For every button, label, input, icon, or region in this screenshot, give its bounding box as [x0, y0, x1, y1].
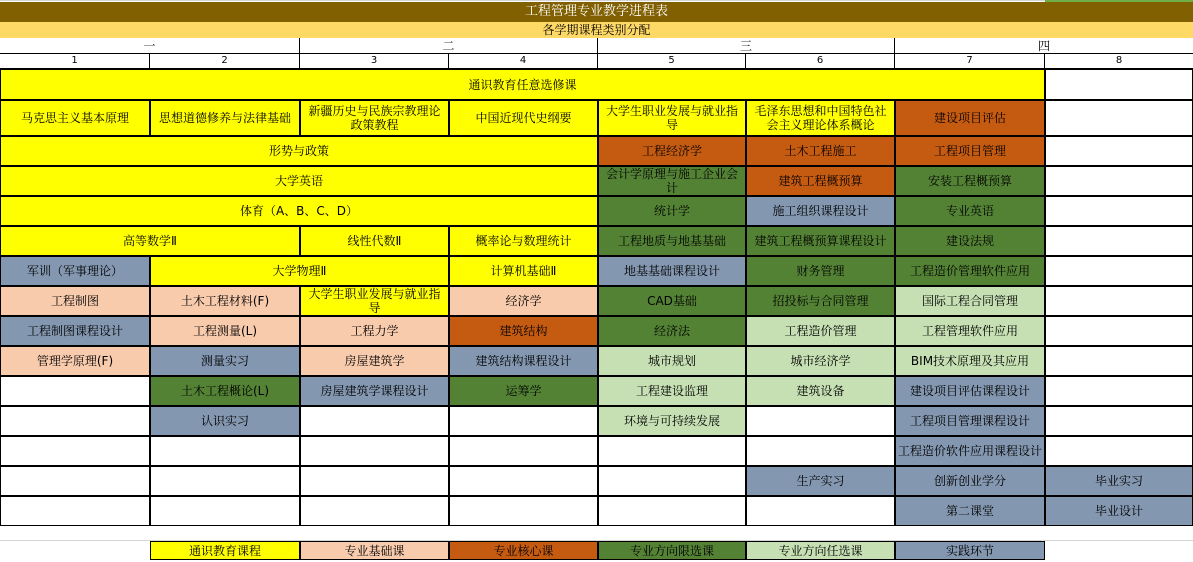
legend-optional-elective: 专业方向任选课: [746, 541, 895, 560]
empty-cell: [0, 406, 150, 436]
course-cell: 国际工程合同管理: [895, 286, 1045, 316]
course-cell: 计算机基础Ⅱ: [449, 256, 598, 286]
course-cell: 形势与政策: [0, 136, 598, 166]
course-cell: 统计学: [598, 196, 746, 226]
course-cell: 工程地质与地基基础: [598, 226, 746, 256]
course-cell: 第二课堂: [895, 496, 1045, 526]
course-cell: 军训（军事理论）: [0, 256, 150, 286]
course-cell: 安装工程概预算: [895, 166, 1045, 196]
empty-cell: [1045, 436, 1193, 466]
course-cell: 经济学: [449, 286, 598, 316]
empty-cell: [300, 406, 449, 436]
empty-cell: [746, 406, 895, 436]
course-cell: 工程测量(L): [150, 316, 300, 346]
course-cell: 运筹学: [449, 376, 598, 406]
course-cell: 创新创业学分: [895, 466, 1045, 496]
course-cell: 土木工程施工: [746, 136, 895, 166]
course-cell: 工程建设监理: [598, 376, 746, 406]
empty-cell: [1045, 256, 1193, 286]
empty-cell: [598, 496, 746, 526]
sheet-title: 工程管理专业教学进程表: [0, 2, 1193, 22]
course-cell: 通识教育任意选修课: [0, 69, 1045, 100]
course-cell: 工程管理软件应用: [895, 316, 1045, 346]
course-cell: 工程项目管理: [895, 136, 1045, 166]
semester-header-3: 3: [300, 54, 449, 69]
empty-cell: [150, 436, 300, 466]
empty-cell: [1045, 100, 1193, 136]
empty-cell: [150, 466, 300, 496]
course-cell: 工程造价管理软件应用: [895, 256, 1045, 286]
course-cell: 毛泽东思想和中国特色社会主义理论体系概论: [746, 100, 895, 136]
sheet-subtitle: 各学期课程类别分配: [0, 22, 1193, 38]
course-cell: 工程制图课程设计: [0, 316, 150, 346]
year-header-1: 一: [0, 38, 300, 54]
empty-cell: [1045, 196, 1193, 226]
course-cell: 体育（A、B、C、D）: [0, 196, 598, 226]
course-cell: 认识实习: [150, 406, 300, 436]
course-cell: 概率论与数理统计: [449, 226, 598, 256]
course-cell: 施工组织课程设计: [746, 196, 895, 226]
semester-header-2: 2: [150, 54, 300, 69]
course-cell: 环境与可持续发展: [598, 406, 746, 436]
course-cell: 建设法规: [895, 226, 1045, 256]
empty-cell: [300, 436, 449, 466]
empty-cell: [0, 466, 150, 496]
course-cell: 地基基础课程设计: [598, 256, 746, 286]
course-cell: 建筑结构课程设计: [449, 346, 598, 376]
legend-practice: 实践环节: [895, 541, 1045, 560]
legend-restricted-elective: 专业方向限选课: [598, 541, 746, 560]
course-cell: 高等数学Ⅱ: [0, 226, 300, 256]
course-cell: 建筑工程概预算课程设计: [746, 226, 895, 256]
course-cell: 土木工程概论(L): [150, 376, 300, 406]
empty-cell: [746, 436, 895, 466]
course-cell: 马克思主义基本原理: [0, 100, 150, 136]
course-cell: 毕业实习: [1045, 466, 1193, 496]
empty-cell: [598, 466, 746, 496]
course-cell: 城市规划: [598, 346, 746, 376]
course-cell: 毕业设计: [1045, 496, 1193, 526]
course-cell: 测量实习: [150, 346, 300, 376]
course-cell: 土木工程材料(F): [150, 286, 300, 316]
empty-cell: [1045, 406, 1193, 436]
course-cell: 专业英语: [895, 196, 1045, 226]
year-header-2: 二: [300, 38, 598, 54]
course-cell: 建筑设备: [746, 376, 895, 406]
legend-professional-core: 专业核心课: [449, 541, 598, 560]
semester-header-5: 5: [598, 54, 746, 69]
course-cell: 招投标与合同管理: [746, 286, 895, 316]
course-cell: 思想道德修养与法律基础: [150, 100, 300, 136]
course-cell: BIM技术原理及其应用: [895, 346, 1045, 376]
course-cell: 财务管理: [746, 256, 895, 286]
legend-professional-foundation: 专业基础课: [300, 541, 449, 560]
empty-cell: [0, 376, 150, 406]
course-cell: 房屋建筑学: [300, 346, 449, 376]
empty-cell: [449, 466, 598, 496]
course-cell: 线性代数Ⅱ: [300, 226, 449, 256]
empty-cell: [449, 436, 598, 466]
course-cell: 经济法: [598, 316, 746, 346]
course-cell: 工程造价软件应用课程设计: [895, 436, 1045, 466]
empty-cell: [1045, 376, 1193, 406]
empty-cell: [1045, 69, 1193, 100]
corner-fill: [1045, 0, 1193, 2]
empty-cell: [150, 496, 300, 526]
gridline: [0, 0, 1193, 1]
course-cell: 城市经济学: [746, 346, 895, 376]
empty-cell: [1045, 316, 1193, 346]
semester-header-4: 4: [449, 54, 598, 69]
spacer-row: [0, 526, 1193, 541]
course-cell: 会计学原理与施工企业会计: [598, 166, 746, 196]
semester-header-6: 6: [746, 54, 895, 69]
empty-cell: [1045, 346, 1193, 376]
course-cell: 建筑工程概预算: [746, 166, 895, 196]
empty-cell: [300, 466, 449, 496]
semester-header-8: 8: [1045, 54, 1193, 69]
course-cell: 工程制图: [0, 286, 150, 316]
course-cell: 建设项目评估: [895, 100, 1045, 136]
empty-cell: [449, 406, 598, 436]
year-header-3: 三: [598, 38, 895, 54]
legend-general-education: 通识教育课程: [150, 541, 300, 560]
course-cell: 工程项目管理课程设计: [895, 406, 1045, 436]
legend-blank: [1045, 541, 1193, 560]
legend-blank: [0, 541, 150, 560]
empty-cell: [0, 436, 150, 466]
course-cell: 大学英语: [0, 166, 598, 196]
course-cell: 房屋建筑学课程设计: [300, 376, 449, 406]
course-cell: 生产实习: [746, 466, 895, 496]
course-cell: CAD基础: [598, 286, 746, 316]
course-cell: 建设项目评估课程设计: [895, 376, 1045, 406]
course-cell: 新疆历史与民族宗教理论政策教程: [300, 100, 449, 136]
empty-cell: [1045, 136, 1193, 166]
empty-cell: [449, 496, 598, 526]
course-cell: 工程经济学: [598, 136, 746, 166]
empty-cell: [0, 496, 150, 526]
course-cell: 大学生职业发展与就业指导: [300, 286, 449, 316]
empty-cell: [598, 436, 746, 466]
empty-cell: [1045, 226, 1193, 256]
course-cell: 大学生职业发展与就业指导: [598, 100, 746, 136]
course-cell: 工程造价管理: [746, 316, 895, 346]
empty-cell: [1045, 286, 1193, 316]
course-cell: 中国近现代史纲要: [449, 100, 598, 136]
semester-header-7: 7: [895, 54, 1045, 69]
course-cell: 建筑结构: [449, 316, 598, 346]
course-cell: 管理学原理(F): [0, 346, 150, 376]
empty-cell: [300, 496, 449, 526]
course-cell: 大学物理Ⅱ: [150, 256, 449, 286]
course-cell: 工程力学: [300, 316, 449, 346]
semester-header-1: 1: [0, 54, 150, 69]
empty-cell: [746, 496, 895, 526]
empty-cell: [1045, 166, 1193, 196]
year-header-4: 四: [895, 38, 1193, 54]
